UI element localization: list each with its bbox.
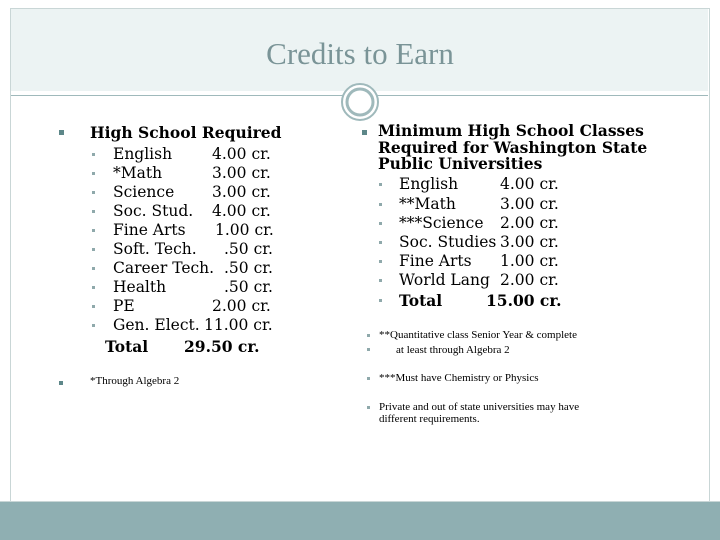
private-note: Private and out of state universities may have [379,401,580,413]
right-heading-line: Required for Washington State [378,138,648,157]
item-name: Soft. Tech. [113,240,197,258]
bullet-icon [92,210,95,213]
item-credits: .50 cr. [224,240,273,258]
item-credits: 2.00 cr. [500,271,559,289]
item-credits: 3.00 cr. [212,164,271,182]
bullet-icon [92,248,95,251]
item-name: Science [113,183,175,201]
math-note: at least through Algebra 2 [396,344,510,356]
item-credits: 3.00 cr. [212,183,271,201]
bullet-icon [59,130,64,135]
item-name: PE [113,297,135,315]
footer-bar [0,502,720,540]
item-credits: .50 cr. [224,259,273,277]
total-label: Total [105,337,149,356]
right-heading-line: Public Universities [378,154,543,173]
bullet-icon [379,203,382,206]
item-credits: 2.00 cr. [500,214,559,232]
right-heading-line: Minimum High School Classes [378,121,644,140]
item-name: English [113,145,173,163]
math-note: **Quantitative class Senior Year & complete [379,329,577,341]
item-credits: 1.00 cr. [215,221,274,239]
bullet-icon [367,406,370,409]
bullet-icon [379,299,382,302]
bullet-icon [92,305,95,308]
item-name: Gen. Elect. [113,316,200,334]
footnote: *Through Algebra 2 [90,375,180,387]
item-name: **Math [399,195,456,213]
science-note: ***Must have Chemistry or Physics [379,372,539,384]
item-name: ***Science [399,214,484,232]
item-credits: 4.00 cr. [500,175,559,193]
circle-ornament-icon [340,82,380,122]
item-name: Career Tech. [113,259,215,277]
bullet-icon [92,153,95,156]
bullet-icon [92,324,95,327]
left-heading: High School Required [90,123,282,142]
bullet-icon [367,348,370,351]
item-credits: 1.00 cr. [500,252,559,270]
item-name: World Lang [399,271,490,289]
bullet-icon [379,279,382,282]
total-label: Total [399,291,443,310]
bullet-icon [92,229,95,232]
bullet-icon [92,172,95,175]
item-credits: 4.00 cr. [212,202,271,220]
item-credits: 2.00 cr. [212,297,271,315]
bullet-icon [379,260,382,263]
bullet-icon [379,241,382,244]
item-name: Soc. Stud. [113,202,194,220]
item-credits: .50 cr. [224,278,273,296]
bullet-icon [367,334,370,337]
bullet-icon [59,381,63,385]
item-credits: 4.00 cr. [212,145,271,163]
bullet-icon [92,286,95,289]
bullet-icon [379,222,382,225]
private-note: different requirements. [379,413,480,425]
item-name: *Math [113,164,163,182]
item-credits: 11.00 cr. [204,316,273,334]
item-credits: 3.00 cr. [500,195,559,213]
item-credits: 3.00 cr. [500,233,559,251]
bullet-icon [367,377,370,380]
item-name: Health [113,278,167,296]
bullet-icon [92,267,95,270]
bullet-icon [92,191,95,194]
total-value: 29.50 cr. [184,337,260,356]
item-name: Fine Arts [113,221,186,239]
bullet-icon [362,130,367,135]
item-name: English [399,175,459,193]
item-name: Fine Arts [399,252,472,270]
page-title: Credits to Earn [266,36,454,71]
total-value: 15.00 cr. [486,291,562,310]
item-name: Soc. Studies [399,233,497,251]
bullet-icon [379,183,382,186]
